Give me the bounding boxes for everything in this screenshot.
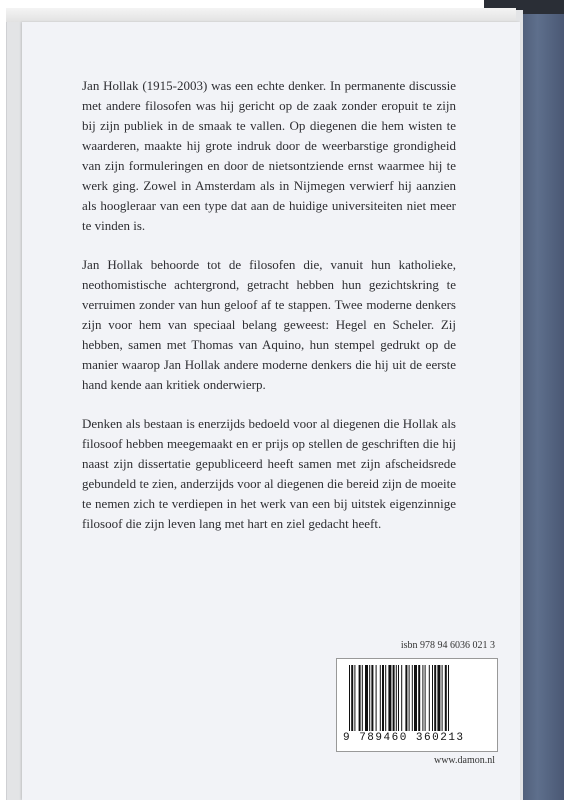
barcode-bar	[380, 665, 381, 731]
blurb-text	[82, 76, 456, 553]
barcode-bar	[405, 665, 407, 731]
barcode-bar	[371, 665, 373, 731]
barcode-bar	[442, 665, 443, 731]
barcode-bar	[388, 665, 391, 731]
barcode-bar	[376, 665, 377, 731]
barcode-bar	[359, 665, 361, 731]
barcode-bar	[425, 665, 426, 731]
barcode-bar	[382, 665, 384, 731]
barcode-bar	[362, 665, 363, 731]
barcode-bar	[414, 665, 417, 731]
book-spine	[520, 14, 564, 800]
barcode-bar	[365, 665, 368, 731]
publisher-website: www.damon.nl	[433, 755, 495, 766]
barcode-bar	[354, 665, 355, 731]
barcode-bar	[437, 665, 440, 731]
barcode-bar	[422, 665, 423, 731]
blurb-paragraph-1: Jan Hollak (1915-2003) was een echte denker. In permanente discussie met andere filosofen was hij gericht op de zaak zonder eropuit te zijn bij zijn publiek in de smaak te vallen. Op diegenen die hem wisten te waarderen, maakte hij grote indruk door de weerbarstige grondigheid van zijn formuleringen en door de nietsontziende ernst waarmee hij te werk ging. Zowel in Amsterdam als in Nijmegen verwierf hij aanzien als hoogleraar van een type dat aan de huidige universiteiten niet meer te vinden is.	[82, 78, 456, 233]
blurb-paragraph-3: Denken als bestaan is enerzijds bedoeld voor al diegenen die Hollak als filosoof hebben meegemaakt en er prijs op stellen de geschriften die hij naast zijn dissertatie gepubliceerd heeft samen met zijn afscheidsrede gebundeld te zien, anderzijds voor al diegenen die bereid zijn de moeite te nemen zich te verdiepen in het werk van een bij uitstek eigenzinnige filosoof die zijn leven lang met hart en ziel gedacht heeft.	[82, 416, 456, 531]
barcode-bar	[351, 665, 353, 731]
barcode-digits: 9 789460 360213	[343, 732, 465, 744]
barcode-bar	[434, 665, 436, 731]
barcode-bar	[349, 665, 350, 731]
barcode-bars	[349, 665, 485, 731]
barcode-bar	[429, 665, 430, 731]
barcode-bar	[412, 665, 413, 731]
blurb-paragraph-2: Jan Hollak behoorde tot de filosofen die, vanuit hun katholieke, neothomistische achtergrond, getracht hebben hun gezichtskring te verruimen zonder van hun geloof af te stappen. Twee moderne denkers zijn voor hem van speciaal belang geweest: Hegel en Scheler. Zij hebben, samen met Thomas van Aquino, hun stempel gedrukt op de manier waarop Jan Hollak andere moderne denkers die hij uit de eerste hand kende aan kritiek onderwierp.	[82, 257, 456, 392]
barcode-bar	[393, 665, 395, 731]
barcode-bar	[448, 665, 449, 731]
barcode-bar	[398, 665, 399, 731]
barcode-bar	[409, 665, 410, 731]
barcode-bar	[401, 665, 402, 731]
barcode-bar	[432, 665, 433, 731]
barcode-bar	[445, 665, 447, 731]
isbn-label: isbn 978 94 6036 021 3	[400, 640, 495, 651]
barcode-bar	[385, 665, 386, 731]
barcode-bar	[369, 665, 370, 731]
barcode-bar	[396, 665, 397, 731]
barcode	[336, 658, 498, 752]
page-edges	[6, 8, 516, 22]
barcode-bar	[418, 665, 420, 731]
